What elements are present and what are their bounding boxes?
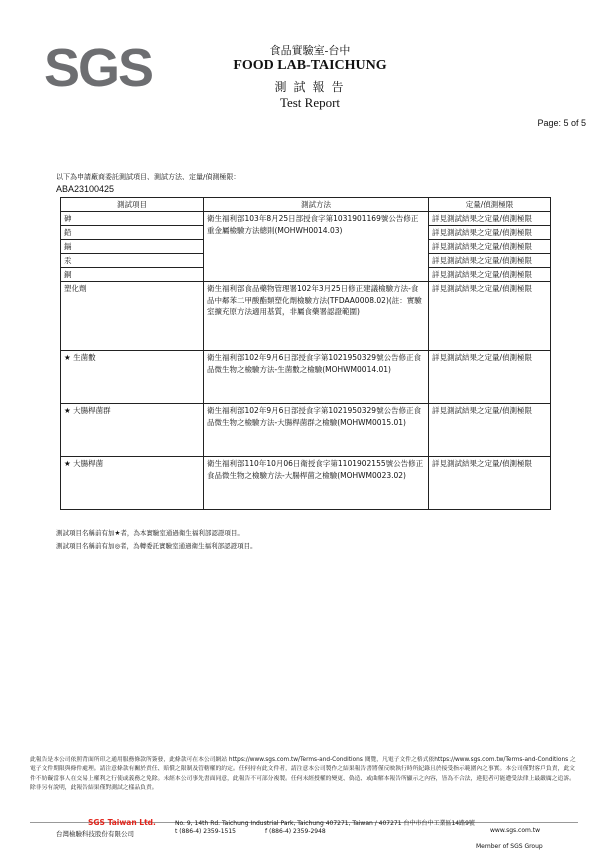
lab-name-en: FOOD LAB-TAICHUNG xyxy=(233,58,387,73)
row-item: ★ 生菌數 xyxy=(61,351,204,404)
table-row xyxy=(61,212,551,226)
report-number: ABA23100425 xyxy=(56,184,115,194)
footer-company-en: SGS Taiwan Ltd. xyxy=(88,818,156,827)
row-item: ★ 大腸桿菌 xyxy=(61,457,204,510)
row-item: 塑化劑 xyxy=(61,282,204,351)
table-row xyxy=(61,351,551,404)
header-limit: 定量/偵測極限 xyxy=(429,198,551,212)
report-title-en: Test Report xyxy=(279,95,341,110)
row-method: 衛生福利部102年9月6日部授食字第1021950329號公告修正食品微生物之檢驗方法-大腸桿菌群之檢驗(MOHWM0015.01) xyxy=(204,404,429,457)
table-header-row xyxy=(61,198,551,212)
footer-company-cn: 台灣檢驗科技股份有限公司 xyxy=(56,830,134,838)
row-limit: 詳見測試結果之定量/偵測極限 xyxy=(429,282,551,351)
row-item: 鉛 xyxy=(61,226,204,240)
page-number: Page: 5 of 5 xyxy=(537,118,586,128)
table-row xyxy=(61,404,551,457)
row-limit: 詳見測試結果之定量/偵測極限 xyxy=(429,351,551,404)
row-method: 衛生福利部食品藥物管理署102年3月25日修正建議檢驗方法-食品中鄰苯二甲酸酯類塑化劑檢驗方法(TFDAA0008.02)(註：實驗室擴充原方法適用基質，非屬食藥署認證範圍) xyxy=(204,282,429,351)
report-title-cn: 測 試 報 告 xyxy=(274,80,346,94)
intro-text: 以下為申請廠商委託測試項目、測試方法、定量/偵測極限： xyxy=(56,173,241,181)
row-item: 砷 xyxy=(61,212,204,226)
footer-disclaimer: 此報告是本公司依照背面所印之通用服務條款所簽發，此條款可在本公司網站 https://www.sgs.com.tw/Terms-and-Conditions 閱覽，凡電子文件之格式依https://www.sgs.com.tw/Terms-and-Conditions 之電子文件期限與條件處理。請注意條款有關於責任、賠償之限制及管轄權的約定。任何持有此文件者，請注意本公司製作之結果報告書將僅反映執行時所紀錄且於接受指示範圍內之事實。本公司僅對客戶負責，此文件不妨礙當事人在交易上權利之行使或義務之免除。未經本公司事先書面同意，此報告不可部分複製。任何未經授權的變更、偽造、或曲解本報告所顯示之內容，皆為不合法，違犯者可能遭受法律上最嚴厲之追訴。除非另有說明，此報告結果僅對測試之樣品負責。 xyxy=(30,757,576,792)
header-item: 測試項目 xyxy=(61,198,204,212)
row-item: ★ 大腸桿菌群 xyxy=(61,404,204,457)
row-method: 衛生福利部102年9月6日部授食字第1021950329號公告修正食品微生物之檢驗方法-生菌數之檢驗(MOHWM0014.01) xyxy=(204,351,429,404)
footer-address: No. 9, 14th Rd. Taichung Industrial Park, Taichung 407271, Taiwan / 407271 台中市台中工業區14路9號 xyxy=(175,820,475,827)
note-subcontracted: 測試項目名稱前有加◎者，為轉委託實驗室通過衛生福利部認證項目。 xyxy=(56,542,257,550)
row-limit: 詳見測試結果之定量/偵測極限 xyxy=(429,240,551,254)
row-limit: 詳見測試結果之定量/偵測極限 xyxy=(429,254,551,268)
row-method: 衛生福利部103年8月25日部授食字第1031901169號公告修正重金屬檢驗方法總則(MOHWH0014.03) xyxy=(204,212,429,282)
test-items-table xyxy=(60,197,551,510)
row-limit: 詳見測試結果之定量/偵測極限 xyxy=(429,457,551,510)
footer-tel: t (886-4) 2359-1515 xyxy=(175,828,236,835)
row-method: 衛生福利部110年10月06日衛授食字第1101902155號公告修正食品微生物之檢驗方法-大腸桿菌之檢驗(MOHWM0023.02) xyxy=(204,457,429,510)
table-row xyxy=(61,282,551,351)
table-row xyxy=(61,457,551,510)
lab-name-cn: 食品實驗室-台中 xyxy=(269,45,351,57)
row-item: 汞 xyxy=(61,254,204,268)
row-limit: 詳見測試結果之定量/偵測極限 xyxy=(429,404,551,457)
footer-website: www.sgs.com.tw xyxy=(490,827,541,834)
header-method: 測試方法 xyxy=(204,198,429,212)
logo-text: SGS xyxy=(44,38,153,98)
footer-member: Member of SGS Group xyxy=(476,843,543,850)
note-accredited: 測試項目名稱前有加★者，為本實驗室通過衛生福利部認證項目。 xyxy=(56,529,244,537)
row-item: 鎘 xyxy=(61,240,204,254)
row-limit: 詳見測試結果之定量/偵測極限 xyxy=(429,268,551,282)
sgs-logo xyxy=(44,38,153,98)
row-item: 銅 xyxy=(61,268,204,282)
row-limit: 詳見測試結果之定量/偵測極限 xyxy=(429,212,551,226)
footer-fax: f (886-4) 2359-2948 xyxy=(265,828,326,835)
row-limit: 詳見測試結果之定量/偵測極限 xyxy=(429,226,551,240)
